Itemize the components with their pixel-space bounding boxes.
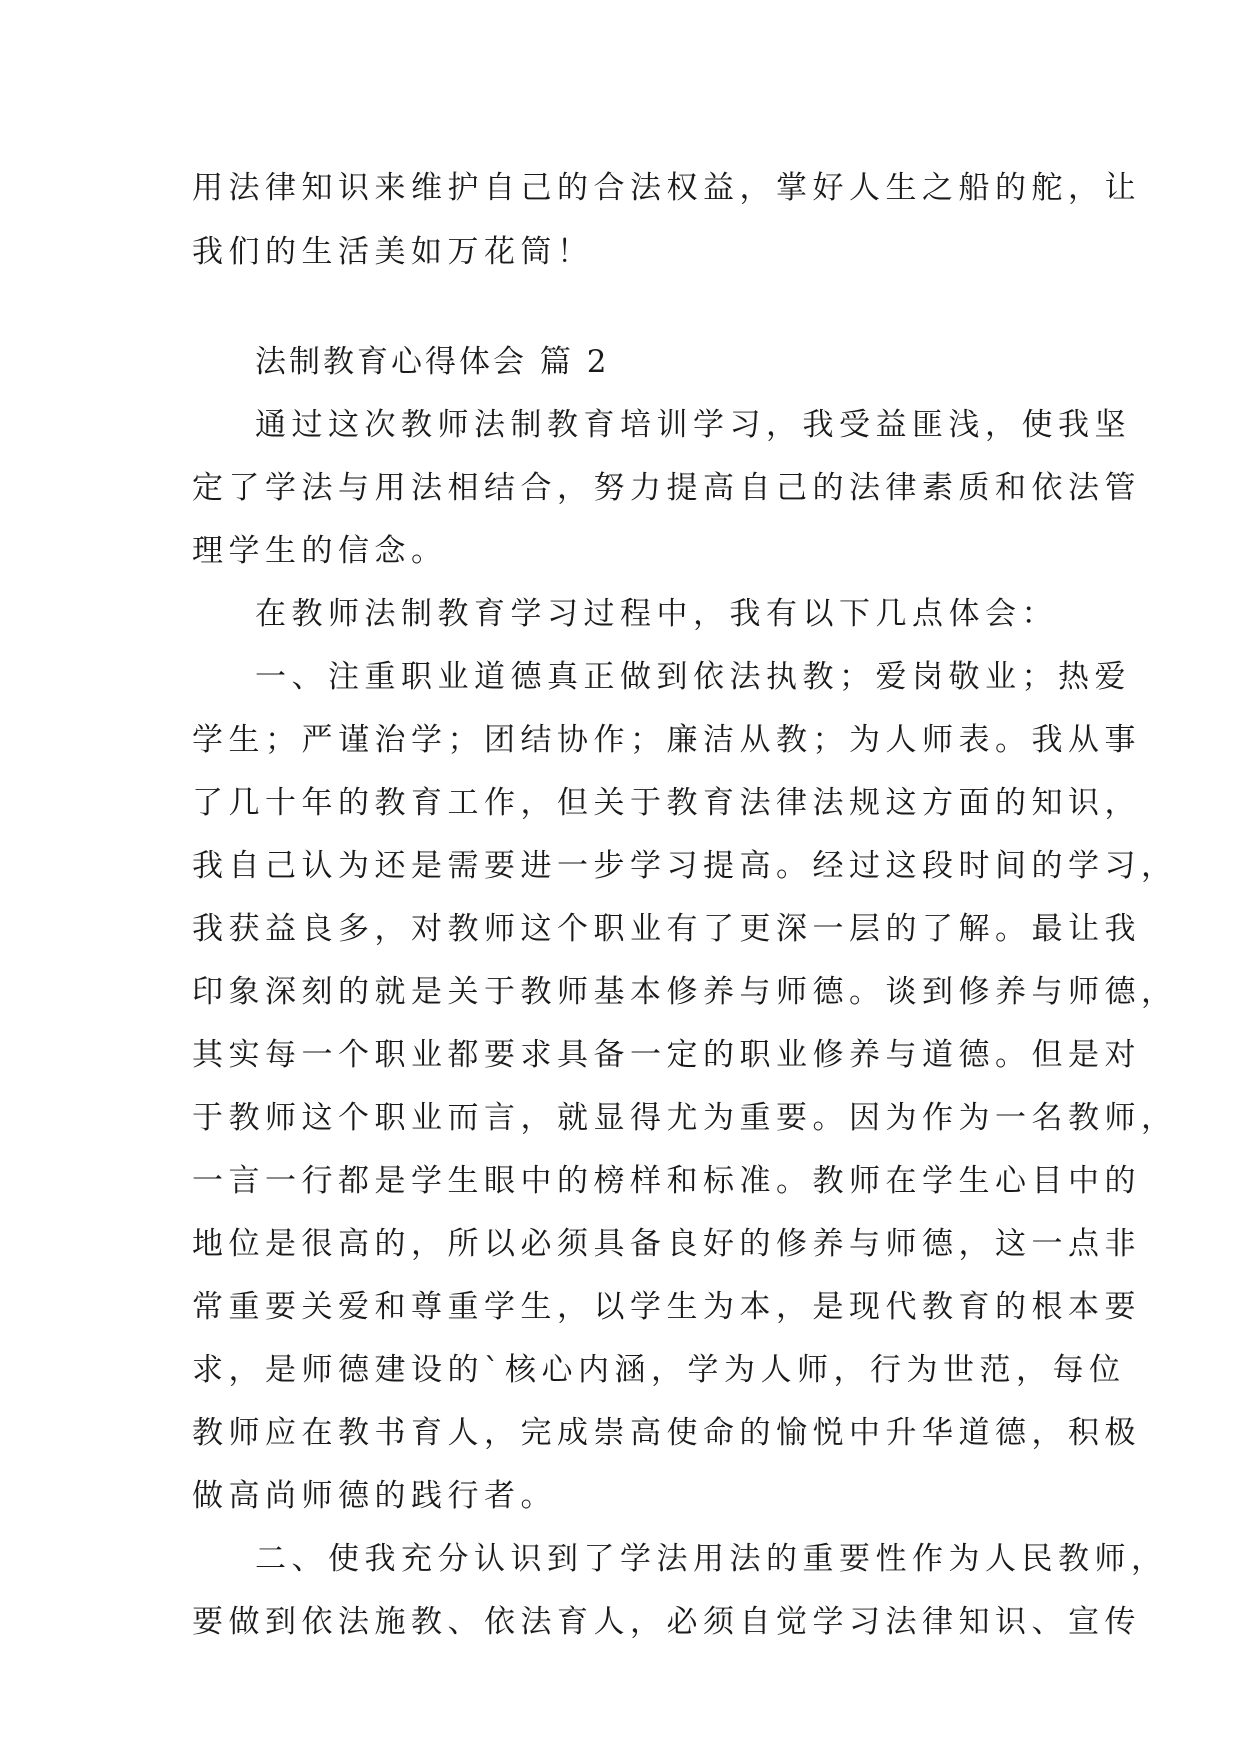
text-line: 印象深刻的就是关于教师基本修养与师德。谈到修养与师德， xyxy=(192,974,1178,1010)
text-line: 一、注重职业道德真正做到依法执教；爱岗敬业；热爱 xyxy=(255,659,1131,695)
text-line: 我获益良多，对教师这个职业有了更深一层的了解。最让我 xyxy=(192,911,1141,947)
text-line: 要做到依法施教、依法育人，必须自觉学习法律知识、宣传 xyxy=(192,1604,1141,1640)
text-line: 了几十年的教育工作，但关于教育法律法规这方面的知识， xyxy=(192,785,1141,821)
text-line: 用法律知识来维护自己的合法权益，掌好人生之船的舵，让 xyxy=(192,170,1141,206)
text-line: 于教师这个职业而言，就显得尤为重要。因为作为一名教师， xyxy=(192,1100,1178,1136)
text-line: 做高尚师德的践行者。 xyxy=(192,1478,557,1514)
text-line: 地位是很高的，所以必须具备良好的修养与师德，这一点非 xyxy=(192,1226,1141,1262)
text-line: 定了学法与用法相结合，努力提高自己的法律素质和依法管 xyxy=(192,470,1141,506)
text-line: 二、使我充分认识到了学法用法的重要性作为人民教师， xyxy=(255,1541,1168,1577)
section-heading: 法制教育心得体会 篇 2 xyxy=(255,344,610,380)
text-line: 我自己认为还是需要进一步学习提高。经过这段时间的学习， xyxy=(192,848,1178,884)
text-line: 理学生的信念。 xyxy=(192,533,448,569)
text-line: 求，是师德建设的`核心内涵，学为人师，行为世范，每位 xyxy=(192,1352,1126,1388)
text-line: 教师应在教书育人，完成崇高使命的愉悦中升华道德，积极 xyxy=(192,1415,1141,1451)
text-line: 常重要关爱和尊重学生，以学生为本，是现代教育的根本要 xyxy=(192,1289,1141,1325)
text-line: 学生；严谨治学；团结协作；廉洁从教；为人师表。我从事 xyxy=(192,722,1141,758)
text-line: 我们的生活美如万花筒！ xyxy=(192,234,594,270)
text-line: 在教师法制教育学习过程中，我有以下几点体会： xyxy=(255,596,1058,632)
text-line: 通过这次教师法制教育培训学习，我受益匪浅，使我坚 xyxy=(255,407,1131,443)
text-line: 一言一行都是学生眼中的榜样和标准。教师在学生心目中的 xyxy=(192,1163,1141,1199)
text-line: 其实每一个职业都要求具备一定的职业修养与道德。但是对 xyxy=(192,1037,1141,1073)
